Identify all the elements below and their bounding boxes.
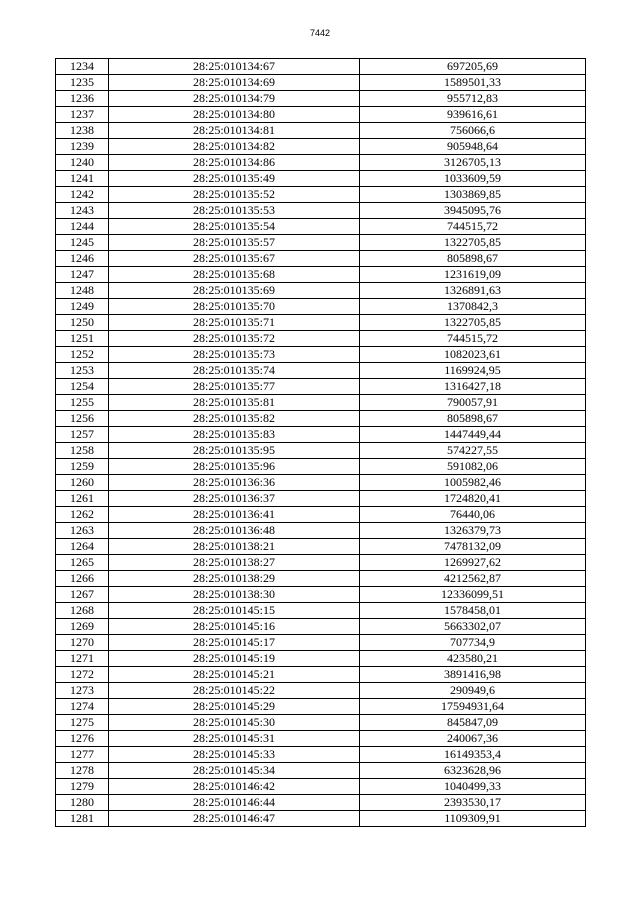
table-row xyxy=(56,603,586,619)
table-row xyxy=(56,251,586,267)
table-row xyxy=(56,443,586,459)
row-number-cell: 1277 xyxy=(56,747,109,763)
cadastral-number-cell: 28:25:010135:53 xyxy=(109,203,360,219)
cadastral-number-cell: 28:25:010136:41 xyxy=(109,507,360,523)
cadastral-number-cell: 28:25:010136:48 xyxy=(109,523,360,539)
row-number-cell: 1236 xyxy=(56,91,109,107)
table-row xyxy=(56,155,586,171)
cadastral-number-cell: 28:25:010145:21 xyxy=(109,667,360,683)
cadastral-number-cell: 28:25:010135:68 xyxy=(109,267,360,283)
row-number-cell: 1276 xyxy=(56,731,109,747)
row-number-cell: 1271 xyxy=(56,651,109,667)
cadastral-number-cell: 28:25:010146:47 xyxy=(109,811,360,827)
row-number-cell: 1263 xyxy=(56,523,109,539)
value-cell: 1303869,85 xyxy=(360,187,586,203)
table-row xyxy=(56,139,586,155)
value-cell: 1370842,3 xyxy=(360,299,586,315)
cadastral-number-cell: 28:25:010135:77 xyxy=(109,379,360,395)
table-row xyxy=(56,763,586,779)
value-cell: 805898,67 xyxy=(360,411,586,427)
table-row xyxy=(56,107,586,123)
row-number-cell: 1237 xyxy=(56,107,109,123)
cadastral-number-cell: 28:25:010135:52 xyxy=(109,187,360,203)
value-cell: 1589501,33 xyxy=(360,75,586,91)
cadastral-number-cell: 28:25:010135:67 xyxy=(109,251,360,267)
value-cell: 7478132,09 xyxy=(360,539,586,555)
row-number-cell: 1281 xyxy=(56,811,109,827)
value-cell: 1109309,91 xyxy=(360,811,586,827)
table-row xyxy=(56,635,586,651)
row-number-cell: 1275 xyxy=(56,715,109,731)
value-cell: 707734,9 xyxy=(360,635,586,651)
row-number-cell: 1254 xyxy=(56,379,109,395)
value-cell: 955712,83 xyxy=(360,91,586,107)
table-row xyxy=(56,267,586,283)
cadastral-number-cell: 28:25:010135:96 xyxy=(109,459,360,475)
table-row xyxy=(56,187,586,203)
value-cell: 744515,72 xyxy=(360,219,586,235)
row-number-cell: 1266 xyxy=(56,571,109,587)
cadastral-number-cell: 28:25:010135:70 xyxy=(109,299,360,315)
value-cell: 744515,72 xyxy=(360,331,586,347)
row-number-cell: 1241 xyxy=(56,171,109,187)
value-cell: 16149353,4 xyxy=(360,747,586,763)
value-cell: 591082,06 xyxy=(360,459,586,475)
table-row xyxy=(56,491,586,507)
table-row xyxy=(56,747,586,763)
cadastral-number-cell: 28:25:010134:81 xyxy=(109,123,360,139)
cadastral-number-cell: 28:25:010145:15 xyxy=(109,603,360,619)
table-row xyxy=(56,651,586,667)
cadastral-number-cell: 28:25:010135:54 xyxy=(109,219,360,235)
value-cell: 1326891,63 xyxy=(360,283,586,299)
cadastral-number-cell: 28:25:010134:67 xyxy=(109,59,360,75)
row-number-cell: 1259 xyxy=(56,459,109,475)
cadastral-number-cell: 28:25:010134:69 xyxy=(109,75,360,91)
row-number-cell: 1244 xyxy=(56,219,109,235)
row-number-cell: 1280 xyxy=(56,795,109,811)
table-row xyxy=(56,699,586,715)
value-cell: 1040499,33 xyxy=(360,779,586,795)
cadastral-number-cell: 28:25:010146:42 xyxy=(109,779,360,795)
value-cell: 290949,6 xyxy=(360,683,586,699)
value-cell: 845847,09 xyxy=(360,715,586,731)
row-number-cell: 1265 xyxy=(56,555,109,571)
row-number-cell: 1248 xyxy=(56,283,109,299)
table-row xyxy=(56,235,586,251)
cadastral-number-cell: 28:25:010145:34 xyxy=(109,763,360,779)
cadastral-number-cell: 28:25:010135:81 xyxy=(109,395,360,411)
cadastral-number-cell: 28:25:010145:29 xyxy=(109,699,360,715)
value-cell: 423580,21 xyxy=(360,651,586,667)
row-number-cell: 1245 xyxy=(56,235,109,251)
value-cell: 17594931,64 xyxy=(360,699,586,715)
table-row xyxy=(56,571,586,587)
row-number-cell: 1239 xyxy=(56,139,109,155)
row-number-cell: 1247 xyxy=(56,267,109,283)
table-row xyxy=(56,715,586,731)
cadastral-number-cell: 28:25:010136:36 xyxy=(109,475,360,491)
row-number-cell: 1238 xyxy=(56,123,109,139)
value-cell: 1269927,62 xyxy=(360,555,586,571)
table-row xyxy=(56,283,586,299)
table-row xyxy=(56,91,586,107)
row-number-cell: 1253 xyxy=(56,363,109,379)
value-cell: 805898,67 xyxy=(360,251,586,267)
cadastral-number-cell: 28:25:010135:57 xyxy=(109,235,360,251)
row-number-cell: 1268 xyxy=(56,603,109,619)
table-row xyxy=(56,331,586,347)
row-number-cell: 1234 xyxy=(56,59,109,75)
value-cell: 1316427,18 xyxy=(360,379,586,395)
row-number-cell: 1274 xyxy=(56,699,109,715)
cadastral-number-cell: 28:25:010145:31 xyxy=(109,731,360,747)
cadastral-number-cell: 28:25:010134:80 xyxy=(109,107,360,123)
cadastral-number-cell: 28:25:010134:86 xyxy=(109,155,360,171)
cadastral-number-cell: 28:25:010138:27 xyxy=(109,555,360,571)
row-number-cell: 1249 xyxy=(56,299,109,315)
table-row xyxy=(56,411,586,427)
value-cell: 3891416,98 xyxy=(360,667,586,683)
value-cell: 5663302,07 xyxy=(360,619,586,635)
table-row xyxy=(56,219,586,235)
table-row xyxy=(56,427,586,443)
cadastral-number-cell: 28:25:010135:74 xyxy=(109,363,360,379)
value-cell: 905948,64 xyxy=(360,139,586,155)
cadastral-number-cell: 28:25:010135:49 xyxy=(109,171,360,187)
value-cell: 6323628,96 xyxy=(360,763,586,779)
value-cell: 1005982,46 xyxy=(360,475,586,491)
cadastral-number-cell: 28:25:010135:82 xyxy=(109,411,360,427)
row-number-cell: 1279 xyxy=(56,779,109,795)
table-row xyxy=(56,555,586,571)
value-cell: 790057,91 xyxy=(360,395,586,411)
value-cell: 240067,36 xyxy=(360,731,586,747)
row-number-cell: 1252 xyxy=(56,347,109,363)
row-number-cell: 1255 xyxy=(56,395,109,411)
table-row xyxy=(56,203,586,219)
table-row xyxy=(56,523,586,539)
table-row xyxy=(56,299,586,315)
cadastral-number-cell: 28:25:010145:22 xyxy=(109,683,360,699)
row-number-cell: 1235 xyxy=(56,75,109,91)
cadastral-number-cell: 28:25:010134:82 xyxy=(109,139,360,155)
table-row xyxy=(56,507,586,523)
cadastral-number-cell: 28:25:010145:16 xyxy=(109,619,360,635)
row-number-cell: 1257 xyxy=(56,427,109,443)
value-cell: 756066,6 xyxy=(360,123,586,139)
row-number-cell: 1267 xyxy=(56,587,109,603)
value-cell: 1231619,09 xyxy=(360,267,586,283)
row-number-cell: 1261 xyxy=(56,491,109,507)
cadastral-number-cell: 28:25:010138:29 xyxy=(109,571,360,587)
table-row xyxy=(56,667,586,683)
table-row xyxy=(56,795,586,811)
table-row xyxy=(56,171,586,187)
table-row xyxy=(56,731,586,747)
value-cell: 1169924,95 xyxy=(360,363,586,379)
row-number-cell: 1272 xyxy=(56,667,109,683)
row-number-cell: 1260 xyxy=(56,475,109,491)
value-cell: 3945095,76 xyxy=(360,203,586,219)
table-row xyxy=(56,619,586,635)
data-table xyxy=(55,58,586,827)
table-row xyxy=(56,363,586,379)
cadastral-number-cell: 28:25:010135:71 xyxy=(109,315,360,331)
row-number-cell: 1269 xyxy=(56,619,109,635)
value-cell: 76440,06 xyxy=(360,507,586,523)
table-row xyxy=(56,587,586,603)
value-cell: 1322705,85 xyxy=(360,235,586,251)
table-row xyxy=(56,539,586,555)
cadastral-number-cell: 28:25:010135:72 xyxy=(109,331,360,347)
value-cell: 697205,69 xyxy=(360,59,586,75)
cadastral-number-cell: 28:25:010135:95 xyxy=(109,443,360,459)
cadastral-number-cell: 28:25:010145:17 xyxy=(109,635,360,651)
row-number-cell: 1246 xyxy=(56,251,109,267)
row-number-cell: 1242 xyxy=(56,187,109,203)
value-cell: 12336099,51 xyxy=(360,587,586,603)
cadastral-number-cell: 28:25:010145:19 xyxy=(109,651,360,667)
table-row xyxy=(56,123,586,139)
row-number-cell: 1264 xyxy=(56,539,109,555)
value-cell: 1724820,41 xyxy=(360,491,586,507)
table-row xyxy=(56,59,586,75)
cadastral-number-cell: 28:25:010138:21 xyxy=(109,539,360,555)
table-row xyxy=(56,379,586,395)
table-row xyxy=(56,475,586,491)
value-cell: 939616,61 xyxy=(360,107,586,123)
row-number-cell: 1258 xyxy=(56,443,109,459)
cadastral-number-cell: 28:25:010136:37 xyxy=(109,491,360,507)
value-cell: 1033609,59 xyxy=(360,171,586,187)
value-cell: 4212562,87 xyxy=(360,571,586,587)
value-cell: 2393530,17 xyxy=(360,795,586,811)
page-number: 7442 xyxy=(309,28,331,38)
value-cell: 1326379,73 xyxy=(360,523,586,539)
table-body xyxy=(56,59,586,827)
table-row xyxy=(56,683,586,699)
row-number-cell: 1250 xyxy=(56,315,109,331)
value-cell: 1447449,44 xyxy=(360,427,586,443)
row-number-cell: 1256 xyxy=(56,411,109,427)
value-cell: 1322705,85 xyxy=(360,315,586,331)
cadastral-number-cell: 28:25:010135:83 xyxy=(109,427,360,443)
value-cell: 3126705,13 xyxy=(360,155,586,171)
row-number-cell: 1243 xyxy=(56,203,109,219)
cadastral-number-cell: 28:25:010135:69 xyxy=(109,283,360,299)
table-row xyxy=(56,347,586,363)
cadastral-number-cell: 28:25:010146:44 xyxy=(109,795,360,811)
row-number-cell: 1270 xyxy=(56,635,109,651)
row-number-cell: 1278 xyxy=(56,763,109,779)
row-number-cell: 1262 xyxy=(56,507,109,523)
table-row xyxy=(56,779,586,795)
row-number-cell: 1251 xyxy=(56,331,109,347)
table-row xyxy=(56,315,586,331)
cadastral-number-cell: 28:25:010145:33 xyxy=(109,747,360,763)
value-cell: 1082023,61 xyxy=(360,347,586,363)
table-row xyxy=(56,459,586,475)
cadastral-number-cell: 28:25:010135:73 xyxy=(109,347,360,363)
table-row xyxy=(56,75,586,91)
cadastral-number-cell: 28:25:010145:30 xyxy=(109,715,360,731)
row-number-cell: 1240 xyxy=(56,155,109,171)
row-number-cell: 1273 xyxy=(56,683,109,699)
value-cell: 574227,55 xyxy=(360,443,586,459)
table-row xyxy=(56,811,586,827)
cadastral-number-cell: 28:25:010138:30 xyxy=(109,587,360,603)
table-row xyxy=(56,395,586,411)
cadastral-number-cell: 28:25:010134:79 xyxy=(109,91,360,107)
value-cell: 1578458,01 xyxy=(360,603,586,619)
